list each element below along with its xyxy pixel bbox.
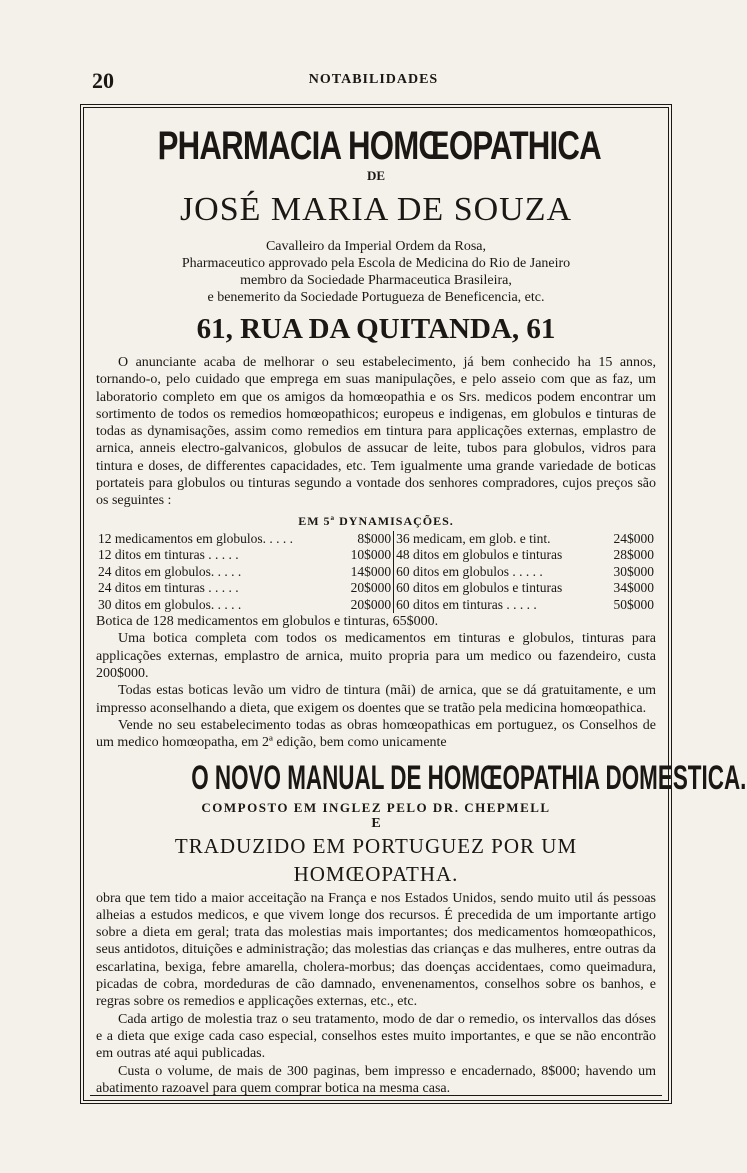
address: 61, RUA DA QUITANDA, 61 [196, 313, 556, 345]
credential-line: Pharmaceutico approvado pela Escola de Medicina do Rio de Janeiro [181, 256, 571, 271]
table-row [96, 531, 656, 548]
price-item: 60 ditos em globulos . . . . . [396, 563, 543, 579]
price-item: 36 medicam, em glob. e tint. [396, 530, 551, 546]
table-row [96, 547, 656, 564]
price-value: 20$000 [339, 597, 394, 614]
table-row [96, 597, 656, 614]
price-item: 12 medicamentos em globulos. . . . . [98, 530, 293, 546]
price-value: 10$000 [339, 547, 394, 564]
cada-artigo-paragraph: Cada artigo de molestia traz o seu tratamento, modo de dar o remedio, os intervallos das dóses e a dieta que exige cada caso especial, conselhos estes muito importantes, e que se não encontrão em outras até aqui publicadas. [96, 1011, 656, 1062]
credential-line: Cavalleiro da Imperial Ordem da Rosa, [265, 239, 487, 254]
price-value: 34$000 [613, 580, 654, 596]
price-item: 12 ditos em tinturas . . . . . [98, 547, 239, 563]
botica-price-line: Botica de 128 medicamentos em globulos e tinturas, 65$000. [96, 614, 439, 630]
custa-paragraph: Custa o volume, de mais de 300 paginas, bem impresso e encadernado, 8$000; havendo um abatimento razoavel para quem comprar botica na mesma casa. [96, 1063, 656, 1096]
credential-line: e benemerito da Sociedade Portugueza de Beneficencia, etc. [207, 290, 545, 305]
price-value: 50$000 [613, 596, 654, 612]
credential-line: membro da Sociedade Pharmaceutica Brasileira, [240, 273, 512, 288]
running-head: NOTABILIDADES [308, 72, 439, 87]
owner-name: JOSÉ MARIA DE SOUZA [179, 191, 573, 228]
table-row [96, 564, 656, 581]
price-table [96, 531, 656, 614]
advertisement-frame [80, 104, 747, 1104]
price-value: 14$000 [339, 564, 394, 581]
dynamisation-heading: EM 5ª DYNAMISAÇÕES. [298, 513, 454, 528]
price-item: 24 ditos em globulos. . . . . [98, 563, 242, 579]
price-value: 20$000 [339, 580, 394, 597]
price-value: 8$000 [339, 531, 394, 548]
price-item: 30 ditos em globulos. . . . . [98, 596, 242, 612]
vende-paragraph: Vende no seu estabelecimento todas as obras homœopathicas em portuguez, os Conselhos de um medico homœopatha, em 2ª edição, bem como unicamente [96, 717, 656, 751]
price-value: 30$000 [613, 563, 654, 579]
de-line: DE [366, 168, 386, 183]
price-value: 24$000 [613, 530, 654, 546]
composto-line: COMPOSTO EM INGLEZ PELO DR. CHEPMELL [201, 799, 551, 815]
obra-paragraph: obra que tem tido a maior acceitação na França e nos Estados Unidos, sendo muito util ás pessoas alheias a estudos medicos, e que vivem longe dos recursos. É precedida de um importante artigo sobre a dieta em geral; trata das molestias mais importantes; dos medicamentos homœopathicos, seus antidotos, dituições e administração; das molestias das crianças e das mulheres, entre outras da escarlatina, bexiga, febre amarella, cholera-morbus; das doenças accidentaes, como queimadura, picadas de cobra, mordeduras de cão damnado, envenenamentos, conselhos sobre os banhos, e regras sobre os remedios e applicações externas, etc., etc. [96, 890, 656, 1010]
price-item: 60 ditos em tinturas . . . . . [396, 596, 537, 612]
botica-completa-paragraph: Uma botica completa com todos os medicamentos em tinturas e globulos, tinturas para applicações externas, emplastro de arnica, muito propria para um medico ou fazendeiro, custa 200$000. [96, 631, 656, 682]
pharmacy-title: PHARMACIA HOMŒOPATHICA [157, 124, 601, 168]
traduzido-line: TRADUZIDO EM PORTUGUEZ POR UM HOMŒOPATHA. [174, 833, 578, 886]
price-value: 28$000 [613, 547, 654, 563]
table-row [96, 580, 656, 597]
price-item: 60 ditos em globulos e tinturas [396, 580, 563, 596]
bottom-rule [90, 1095, 662, 1096]
manual-title: O NOVO MANUAL DE HOMŒOPATHIA DOMESTICA. [191, 758, 747, 797]
page-number: 20 [92, 68, 114, 93]
boticas-note-paragraph: Todas estas boticas levão um vidro de tintura (mãi) de arnica, que se dá gratuitamente, e um impresso aconselhando a dieta, que exigem os doentes que se tratão pela medicina homœopathica. [96, 683, 656, 716]
price-item: 24 ditos em tinturas . . . . . [98, 580, 239, 596]
intro-paragraph: O anunciante acaba de melhorar o seu estabelecimento, já bem conhecido ha 15 annos, tornando-o, pelo cuidado que emprega em suas manipulações, e pelo asseio com que as faz, um laboratorio completo em que os amigos da homœopathia e os Srs. medicos podem encontrar um sortimento de todos os remedios homœopathicos; europeus e indigenas, em globulos e tinturas de todas as dynamisações, assim como remedios em tintura para applicações externas, emplastro de arnica, anneis electro-galvanicos, globulos de assucar de leite, tubos para globulos, vidros para tintura e doses, de differentes capacidades, etc. Tem igualmente uma grande variedade de boticas portateis para globulos ou tinturas segundo a vontade dos senhores compradores, cujos preços são os seguintes : [96, 355, 656, 509]
e-line: E [371, 815, 381, 831]
price-item: 48 ditos em globulos e tinturas [396, 547, 563, 563]
page-header [0, 60, 747, 100]
